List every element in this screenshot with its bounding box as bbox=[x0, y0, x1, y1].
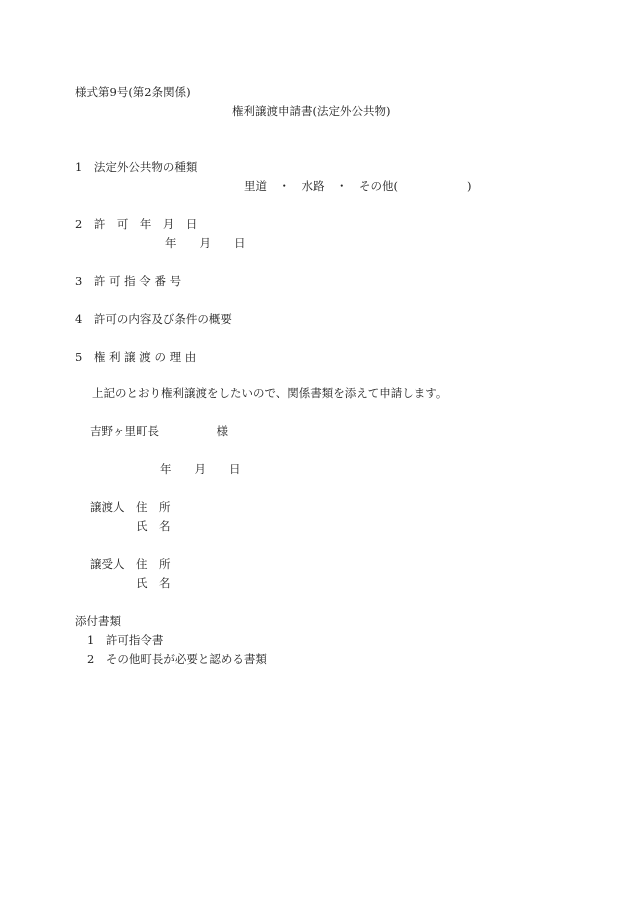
transferee-address-label: 住 所 bbox=[136, 557, 171, 571]
transferee-name-label: 氏 名 bbox=[136, 576, 171, 590]
item-5-label: 5 権 利 譲 渡 の 理 由 bbox=[75, 350, 197, 364]
attachment-item: 2 その他町長が必要と認める書類 bbox=[87, 652, 267, 666]
transferor-address-label: 住 所 bbox=[136, 500, 171, 514]
addressee: 吉野ヶ里町長 様 bbox=[90, 424, 228, 438]
transferor-role: 譲渡人 bbox=[90, 500, 125, 514]
item-1-options: 里道 ・ 水路 ・ その他( ) bbox=[244, 179, 472, 193]
item-3-label: 3 許 可 指 令 番 号 bbox=[75, 274, 182, 288]
transferor-name-label: 氏 名 bbox=[136, 519, 171, 533]
item-1-label: 1 法定外公共物の種類 bbox=[75, 160, 198, 174]
transferee-role: 譲受人 bbox=[90, 557, 125, 571]
attachments-heading: 添付書類 bbox=[75, 614, 121, 628]
application-date: 年 月 日 bbox=[160, 462, 241, 476]
statement: 上記のとおり権利譲渡をしたいので、関係書類を添えて申請します。 bbox=[92, 386, 448, 400]
item-2-label: 2 許 可 年 月 日 bbox=[75, 217, 198, 231]
item-2-value: 年 月 日 bbox=[165, 236, 246, 250]
form-number: 様式第9号(第2条関係) bbox=[75, 85, 191, 99]
document-title: 権利譲渡申請書(法定外公共物) bbox=[232, 104, 391, 118]
item-4-label: 4 許可の内容及び条件の概要 bbox=[75, 312, 232, 326]
attachment-item: 1 許可指令書 bbox=[87, 633, 164, 647]
